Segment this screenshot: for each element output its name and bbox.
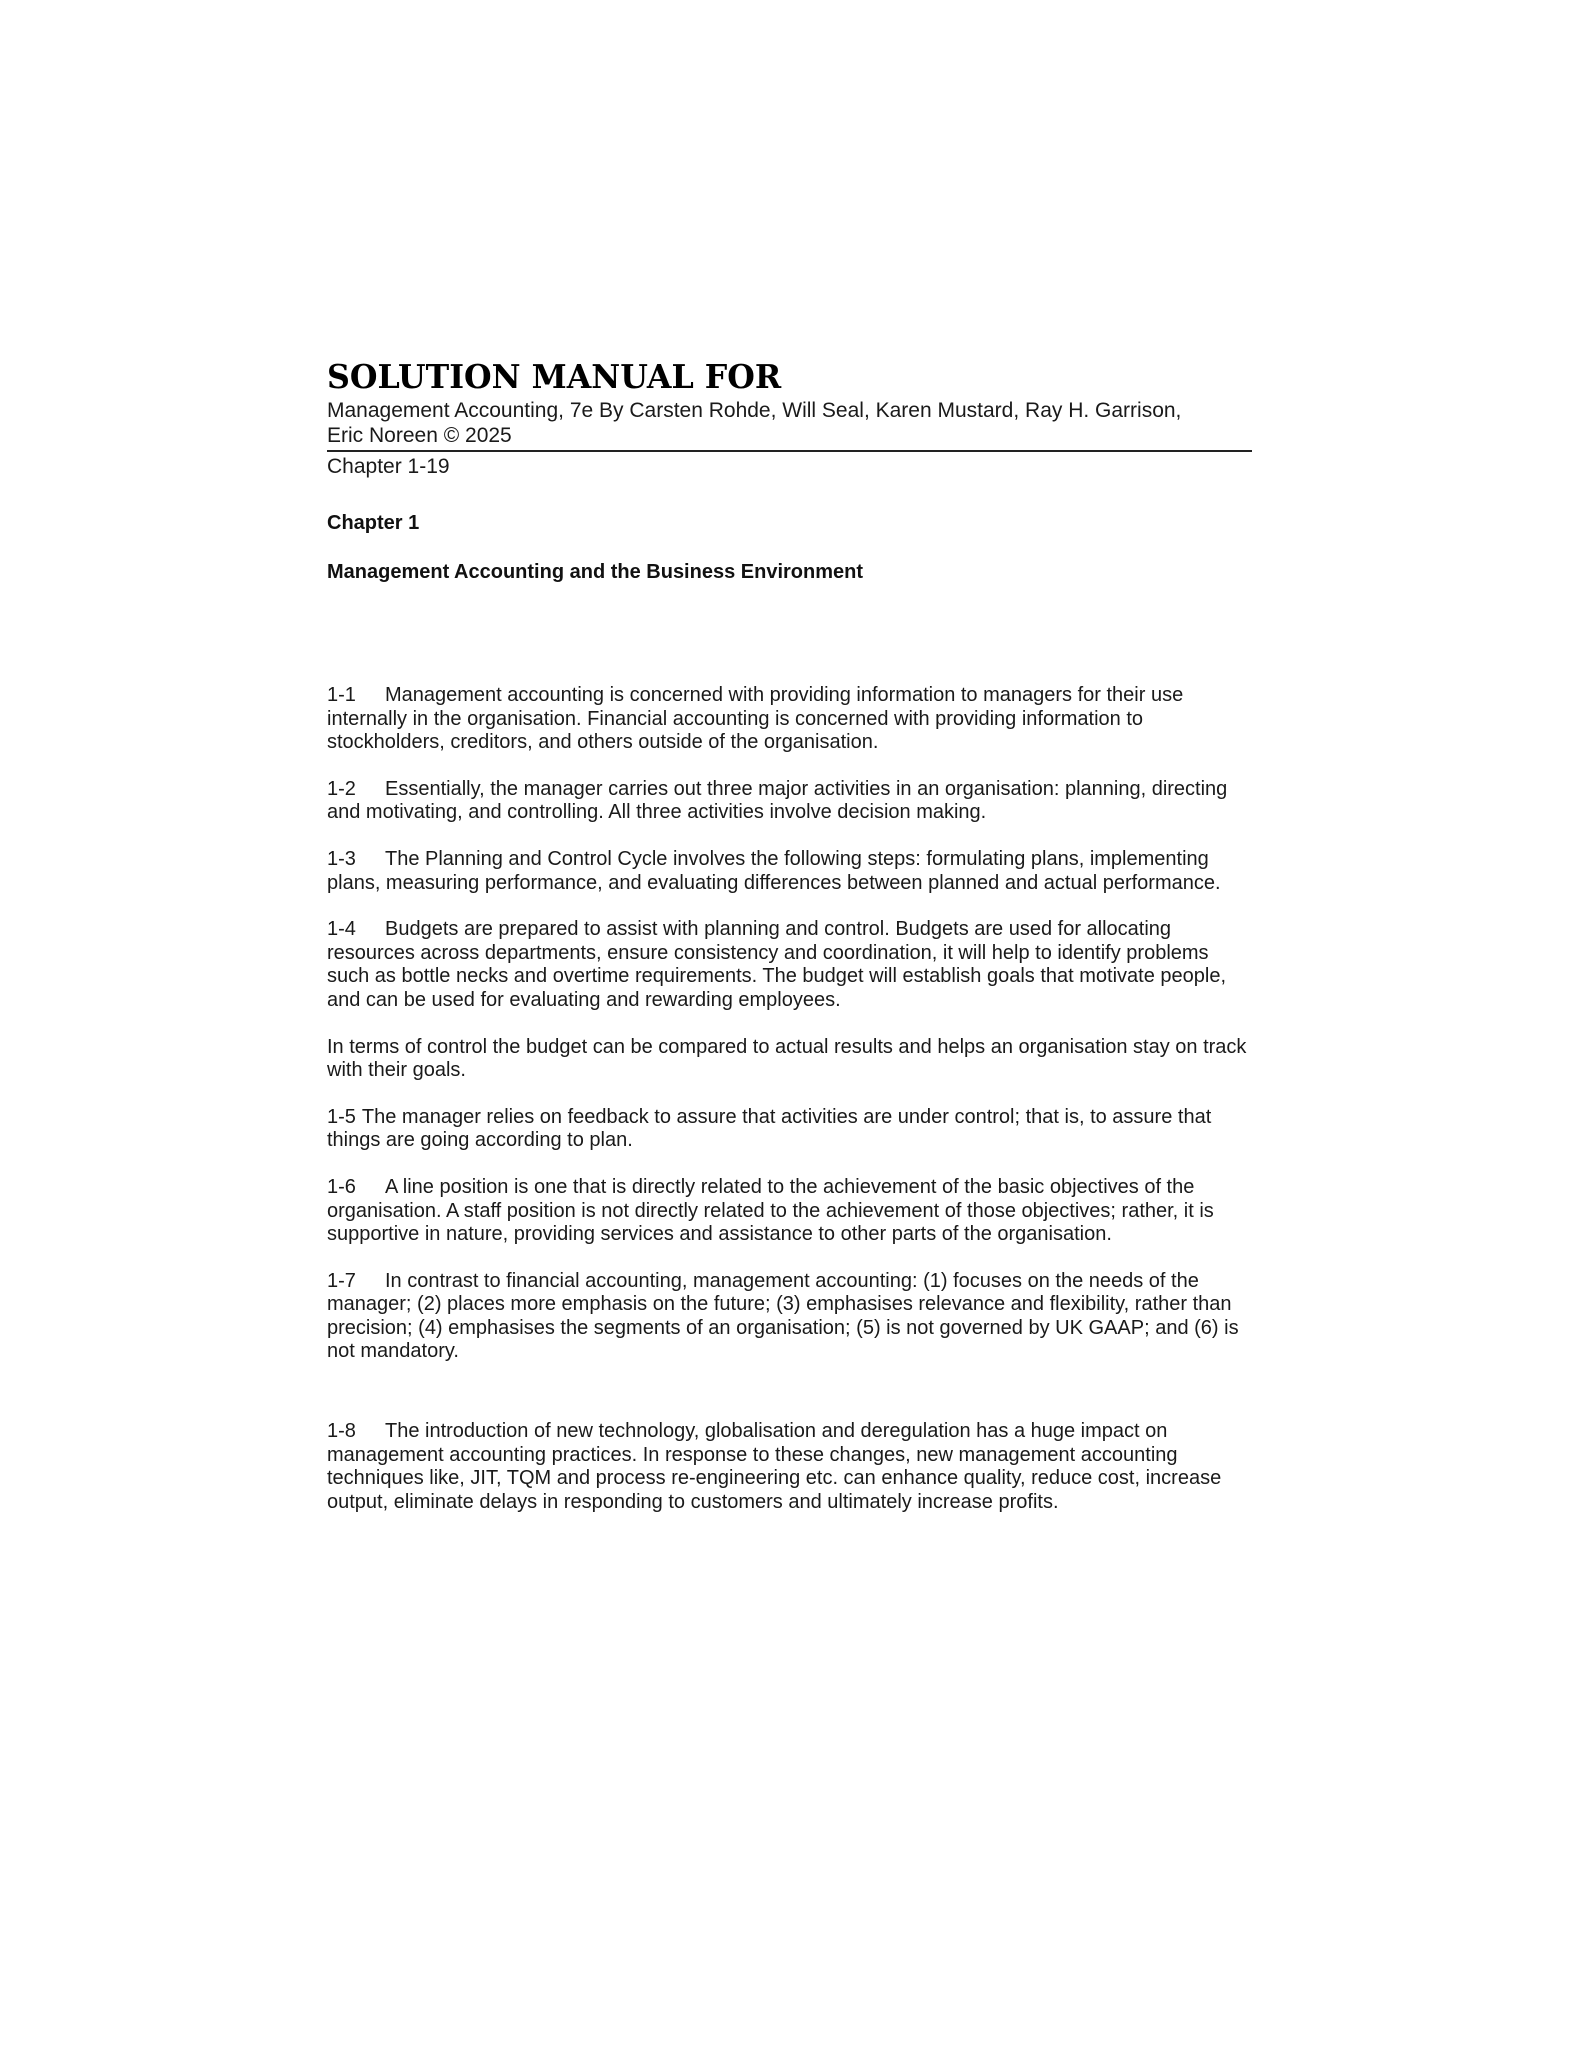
answer-text: Essentially, the manager carries out three major activities in an organisation: planning, directing and motivating, and controlling. All three activities involve decision making. [327, 777, 1228, 824]
answer-text: The Planning and Control Cycle involves the following steps: formulating plans, implementing plans, measuring performance, and evaluating differences between planned and actual performance. [327, 847, 1221, 894]
answer-number: 1-4 [327, 918, 356, 941]
chapter-heading: Chapter 1 [327, 512, 420, 534]
answer-number: 1-6 [327, 1175, 356, 1198]
header-rule [327, 450, 1252, 452]
answer-number: 1-2 [327, 777, 356, 800]
book-info-line: Eric Noreen © 2025 [327, 424, 512, 447]
book-info [327, 398, 1252, 448]
answer-text: Management accounting is concerned with providing information to managers for their use internally in the organisation. Financial accounting is concerned with providing information to stockholders, creditors, and others outside of the organisation. [327, 684, 1184, 754]
answer-1-4 [327, 918, 1252, 1012]
answer-text: The manager relies on feedback to assure that activities are under control; that is, to assure that things are going according to plan. [327, 1105, 1212, 1152]
answer-text: The introduction of new technology, globalisation and deregulation has a huge impact on management accounting practices. In response to these changes, new management accounting techniques like, JIT, TQM and process re-engineering etc. can enhance quality, reduce cost, increase output, eliminate delays in responding to customers and ultimately increase profits. [327, 1420, 1222, 1513]
answer-text: In contrast to financial accounting, management accounting: (1) focuses on the needs of the manager; (2) places more emphasis on the future; (3) emphasises relevance and flexibility, rather than precision; (4) emphasises the segments of an organisation; (5) is not governed by UK GAAP; and (6) is not mandatory. [327, 1269, 1239, 1363]
answer-1-8 [327, 1420, 1252, 1514]
answer-1-7 [327, 1270, 1252, 1364]
answer-number: 1-5 [327, 1105, 356, 1128]
answer-number: 1-3 [327, 847, 356, 870]
answer-list [327, 684, 1252, 1514]
chapter-range: Chapter 1-19 [327, 455, 450, 478]
banner-title: SOLUTION MANUAL FOR [327, 357, 782, 396]
answer-1-6 [327, 1176, 1252, 1247]
answer-1-4-continued [327, 1036, 1252, 1083]
answer-text: A line position is one that is directly related to the achievement of the basic objectives of the organisation. A staff position is not directly related to the achievement of those objectives; rather, it is supportive in nature, providing services and assistance to other parts of the organisation. [327, 1175, 1214, 1246]
answer-number: 1-1 [327, 684, 356, 706]
answer-1-3 [327, 848, 1252, 895]
document-page [327, 358, 1252, 1537]
answer-1-1 [327, 684, 1252, 755]
book-info-line: Management Accounting, 7e By Carsten Rohde, Will Seal, Karen Mustard, Ray H. Garrison, [327, 399, 1182, 422]
answer-number: 1-8 [327, 1420, 356, 1443]
answer-1-2 [327, 778, 1252, 825]
answer-number: 1-7 [327, 1269, 356, 1292]
answer-text: Budgets are prepared to assist with planning and control. Budgets are used for allocating resources across departments, ensure consistency and coordination, it will help to identify problems such as bottle necks and overtime requirements. The budget will establish goals that motivate people, and can be used for evaluating and rewarding employees. [327, 918, 1227, 1011]
chapter-subtitle: Management Accounting and the Business Environment [327, 561, 863, 583]
answer-1-5 [327, 1106, 1252, 1153]
answer-text: In terms of control the budget can be compared to actual results and helps an organisation stay on track with their goals. [327, 1035, 1247, 1082]
